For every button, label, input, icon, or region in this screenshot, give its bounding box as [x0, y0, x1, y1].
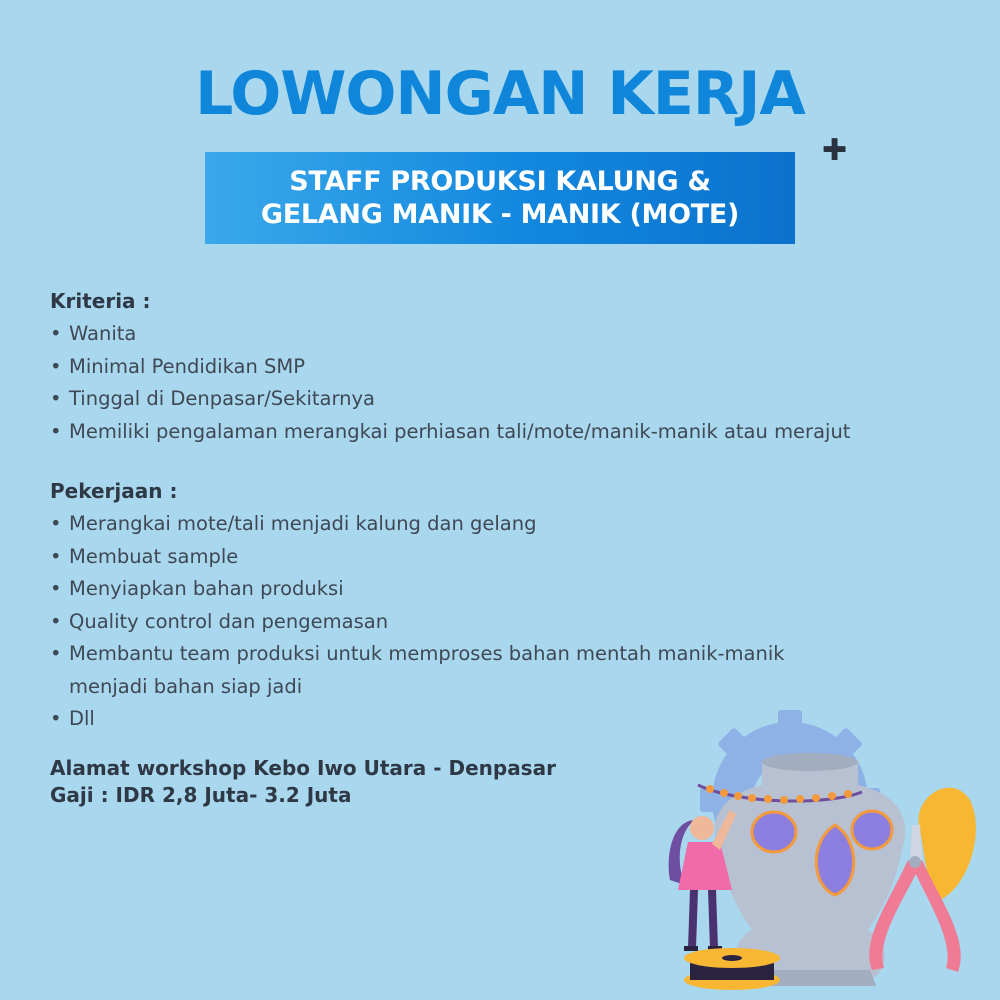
plus-icon: ✚ — [822, 133, 848, 168]
pekerjaan-title: Pekerjaan : — [50, 479, 178, 503]
pekerjaan-list — [50, 508, 840, 736]
list-item: • Tinggal di Denpasar/Sekitarnya — [50, 383, 910, 416]
jewelry-maker-illustration — [650, 710, 990, 995]
pekerjaan-section — [50, 478, 840, 736]
salary: Gaji : IDR 2,8 Juta- 3.2 Juta — [50, 783, 352, 807]
footer-info — [50, 755, 556, 809]
list-item: • Merangkai mote/tali menjadi kalung dan gelang — [50, 508, 840, 541]
list-item: • Wanita — [50, 318, 910, 351]
job-title-banner — [205, 152, 795, 244]
list-item: • Membuat sample — [50, 541, 840, 574]
list-item: • Minimal Pendidikan SMP — [50, 351, 910, 384]
kriteria-title: Kriteria : — [50, 289, 151, 313]
page-title: LOWONGAN KERJA — [195, 59, 805, 129]
thread-spool-icon — [684, 948, 780, 990]
list-item: • Dll — [50, 703, 840, 736]
list-item: • Menyiapkan bahan produksi — [50, 573, 840, 606]
list-item: • Membantu team produksi untuk memproses bahan mentah manik-manik menjadi bahan siap jadi — [50, 638, 840, 703]
list-item: • Memiliki pengalaman merangkai perhiasan tali/mote/manik-manik atau merajut — [50, 416, 910, 449]
workshop-address: Alamat workshop Kebo Iwo Utara - Denpasar — [50, 756, 556, 780]
kriteria-section — [50, 288, 910, 448]
job-title-line-2: GELANG MANIK - MANIK (MOTE) — [260, 199, 740, 230]
kriteria-list — [50, 318, 910, 448]
job-title-line-1: STAFF PRODUKSI KALUNG & — [289, 166, 711, 197]
woman-figure — [669, 810, 736, 951]
list-item: • Quality control dan pengemasan — [50, 606, 840, 639]
